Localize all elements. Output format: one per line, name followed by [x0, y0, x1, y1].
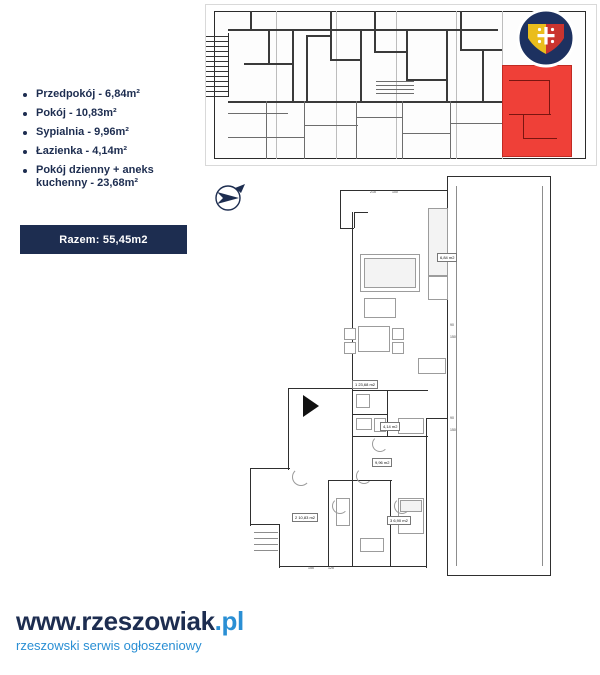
- brand-www: www.: [16, 606, 82, 636]
- apartment-floor-plan: [232, 168, 565, 588]
- coffee-table: [364, 298, 396, 318]
- room-label: 1 23,68 m2: [352, 380, 378, 389]
- wall: [266, 101, 267, 159]
- wall: [356, 101, 357, 159]
- area-legend: [20, 88, 200, 196]
- wall: [292, 29, 294, 101]
- wall: [288, 388, 354, 389]
- wall: [250, 524, 280, 525]
- wall: [330, 11, 332, 59]
- wall: [356, 117, 402, 118]
- chair: [344, 342, 356, 354]
- wall: [279, 566, 427, 567]
- dimension-text: 155: [308, 566, 314, 570]
- sofa-cushions: [364, 258, 416, 288]
- shower: [356, 394, 370, 408]
- wall: [352, 390, 353, 566]
- developer-logo: [516, 8, 588, 80]
- balustrade: [456, 186, 457, 566]
- desk: [360, 538, 384, 552]
- door-swing: [356, 468, 372, 484]
- wall: [340, 190, 341, 228]
- stair-line: [376, 85, 414, 86]
- wall: [450, 123, 502, 124]
- wall: [426, 418, 448, 419]
- legend-item: Przedpokój - 6,84m²: [20, 88, 200, 101]
- door-swing: [394, 498, 410, 514]
- hatched-wall: [206, 33, 229, 97]
- dimension-text: 150: [450, 335, 456, 339]
- wall: [460, 11, 462, 49]
- kitchen-unit: [418, 358, 446, 374]
- wall: [306, 35, 308, 101]
- wall: [250, 11, 252, 29]
- grid-line: [456, 11, 457, 159]
- kitchen-counter: [428, 208, 448, 276]
- brand-tld: .pl: [214, 606, 244, 636]
- wall: [268, 29, 270, 63]
- wall: [402, 133, 450, 134]
- entrance-arrow-icon: [303, 395, 319, 417]
- dining-table: [358, 326, 390, 352]
- legend-list: [20, 88, 200, 190]
- wall: [406, 29, 408, 79]
- stair-line: [254, 538, 278, 539]
- bathtub: [398, 418, 424, 434]
- wall: [447, 575, 551, 576]
- wall: [228, 113, 288, 114]
- room-label: 2 10,83 m2: [292, 513, 318, 522]
- legend-item: Pokój dzienny + aneks kuchenny - 23,68m²: [20, 164, 200, 190]
- wall: [328, 480, 352, 481]
- wall: [550, 176, 551, 576]
- wall: [306, 35, 332, 37]
- dimension-text: 100: [392, 190, 398, 194]
- stair-line: [376, 93, 414, 94]
- balustrade: [542, 186, 543, 566]
- wall: [352, 414, 388, 415]
- wall: [482, 49, 484, 101]
- wall: [304, 101, 305, 159]
- dimension-text: 90: [450, 416, 454, 420]
- wall: [360, 29, 362, 101]
- dimension-text: 90: [450, 323, 454, 327]
- wall: [402, 101, 403, 159]
- stair-line: [376, 89, 414, 90]
- dimension-text: 215: [370, 190, 376, 194]
- wall: [446, 29, 448, 101]
- wall: [450, 101, 451, 159]
- room-label: 4,14 m2: [380, 422, 400, 431]
- dimension-text: 150: [450, 428, 456, 432]
- wall: [374, 11, 376, 51]
- chair: [344, 328, 356, 340]
- stair-line: [376, 81, 414, 82]
- wall: [426, 418, 427, 568]
- door-swing: [332, 498, 348, 514]
- fridge: [428, 276, 448, 300]
- total-area-badge: Razem: 55,45m2: [20, 225, 187, 254]
- chair: [392, 328, 404, 340]
- site-tagline: rzeszowski serwis ogłoszeniowy: [16, 638, 202, 653]
- site-footer: [16, 606, 436, 655]
- logo-svg: [516, 8, 588, 80]
- wall: [354, 212, 368, 213]
- wall: [279, 524, 280, 568]
- wall: [328, 480, 329, 566]
- stair-line: [254, 550, 278, 551]
- wall: [354, 212, 355, 228]
- wall: [352, 436, 428, 437]
- brand-name: rzeszowiak: [81, 606, 215, 636]
- chair: [392, 342, 404, 354]
- wall: [352, 390, 428, 391]
- washbasin: [356, 418, 372, 430]
- legend-item: Pokój - 10,83m²: [20, 107, 200, 120]
- wall: [460, 49, 502, 51]
- wall: [447, 176, 551, 177]
- wall: [288, 388, 289, 470]
- stair-line: [254, 544, 278, 545]
- wall: [250, 468, 251, 526]
- wall: [244, 63, 292, 65]
- wall: [304, 125, 358, 126]
- legend-item: Łazienka - 4,14m²: [20, 145, 200, 158]
- legend-item: Sypialnia - 9,96m²: [20, 126, 200, 139]
- room-label: 3 6,90 m2: [387, 516, 411, 525]
- wall: [352, 212, 353, 390]
- site-brand: [16, 606, 436, 636]
- room-label: 9,96 m2: [372, 458, 392, 467]
- dimension-text: 125: [328, 566, 334, 570]
- door-swing: [292, 468, 310, 486]
- grid-line: [336, 11, 337, 159]
- wall: [228, 101, 502, 103]
- wall: [374, 51, 408, 53]
- door-swing: [372, 436, 388, 452]
- wall: [330, 59, 362, 61]
- stair-line: [254, 532, 278, 533]
- wall: [250, 468, 290, 469]
- room-label: 6,84 m2: [437, 253, 457, 262]
